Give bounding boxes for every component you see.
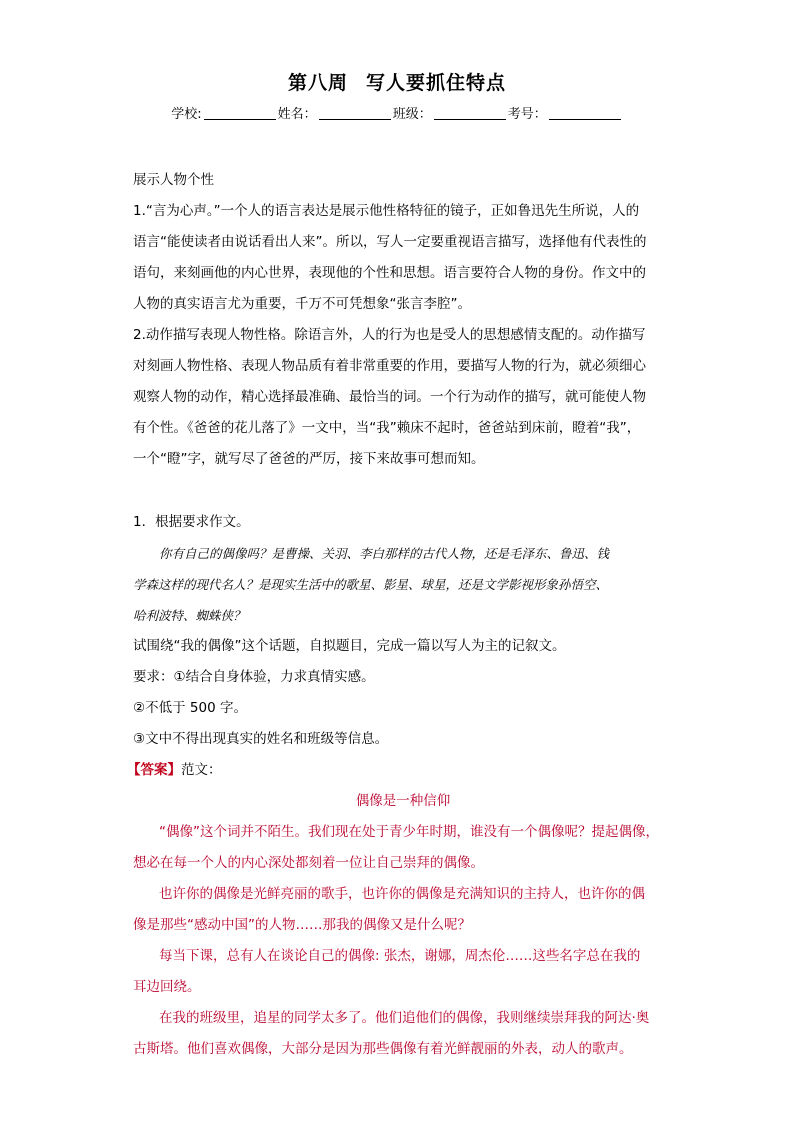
title-topic: 写人要抓住特点 [366, 72, 507, 94]
essay-line: 在我的班级里，追星的同学太多了。他们追他们的偶像，我则继续崇拜我的阿达·奥 [159, 1010, 650, 1026]
answer-section [127, 755, 673, 1065]
essay-line: 想必在每一个人的内心深处都刻着一位让自己崇拜的偶像。 [133, 855, 484, 871]
intro-line: 观察人物的动作，精心选择最准确、最恰当的词。一个行为动作的描写，就可能使人物 [133, 389, 646, 405]
essay-line: “偶像”这个词并不陌生。我们现在处于青少年时期，谁没有一个偶像呢？提起偶像， [159, 824, 659, 840]
essay-line: 古斯塔。他们喜欢偶像，大部分是因为那些偶像有着光鲜靓丽的外表，动人的歌声。 [133, 1041, 633, 1057]
prompt-line: 学森这样的现代名人？是现实生活中的歌星、影星、球星，还是文学影视形象孙悟空、 [133, 577, 609, 592]
prompt-line: 你有自己的偶像吗？是曹操、关羽、李白那样的古代人物，还是毛泽东、鲁迅、钱 [159, 546, 610, 561]
intro-section [133, 165, 673, 475]
intro-line: 1.“言为心声。”一个人的语言表达是展示他性格特征的镜子，正如鲁迅先生所说，人的 [133, 203, 640, 219]
essay-line: 也许你的偶像是光鲜亮丽的歌手，也许你的偶像是充满知识的主持人，也许你的偶 [159, 886, 645, 902]
intro-line: 一个“瞪”字，就写尽了爸爸的严厉，接下来故事可想而知。 [133, 451, 485, 467]
name-blank[interactable] [319, 106, 391, 120]
intro-line: 有个性。《爸爸的花儿落了》一文中，当“我”赖床不起时，爸爸站到床前，瞪着“我”， [133, 420, 641, 436]
intro-line: 语句，来刻画他的内心世界，表现他的个性和思想。语言要符合人物的身份。作文中的 [133, 265, 646, 281]
answer-label: 范文： [181, 762, 222, 778]
requirement-line: ②不低于 500 字。 [133, 700, 247, 716]
intro-line: 2.动作描写表现人物性格。除语言外，人的行为也是受人的思想感情支配的。动作描写 [133, 327, 646, 343]
page-title [0, 68, 794, 95]
exam-blank[interactable] [549, 106, 621, 120]
school-blank[interactable] [204, 106, 276, 120]
intro-line: 对刻画人物性格、表现人物品质有着非常重要的作用，要描写人物的行为，就必须细心 [133, 358, 646, 374]
question-section [133, 507, 673, 755]
title-week: 第八周 [287, 72, 348, 94]
prompt-line: 哈利波特、蜘蛛侠？ [133, 608, 246, 623]
intro-heading: 展示人物个性 [133, 172, 214, 188]
essay-line: 像是那些“感动中国”的人物……那我的偶像又是什么呢？ [133, 917, 471, 933]
intro-line: 语言“能使读者由说话看出人来”。所以，写人一定要重视语言描写，选择他有代表性的 [133, 234, 647, 250]
class-label: 班级： [392, 107, 432, 122]
school-label: 学校: [171, 107, 202, 122]
essay-title: 偶像是一种信仰 [355, 793, 451, 809]
requirement-line: ③文中不得出现真实的姓名和班级等信息。 [133, 731, 389, 747]
answer-tag: 【答案】 [127, 762, 181, 778]
essay-line: 耳边回绕。 [133, 979, 201, 995]
requirement-line: 要求：①结合自身体验，力求真情实感。 [133, 669, 375, 685]
essay-line: 每当下课，总有人在谈论自己的偶像: 张杰，谢娜，周杰伦……这些名字总在我的 [159, 948, 641, 964]
name-label: 姓名： [277, 107, 317, 122]
topic-line: 试围绕“我的偶像”这个话题，自拟题目，完成一篇以写人为主的记叙文。 [133, 638, 566, 654]
answer-header [127, 755, 673, 786]
intro-line: 人物的真实语言尤为重要，千万不可凭想象“张言李腔”。 [133, 296, 471, 312]
exam-label: 考号： [507, 107, 547, 122]
class-blank[interactable] [434, 106, 506, 120]
question-label: 1．根据要求作文。 [133, 514, 250, 530]
student-info-line [0, 103, 794, 122]
